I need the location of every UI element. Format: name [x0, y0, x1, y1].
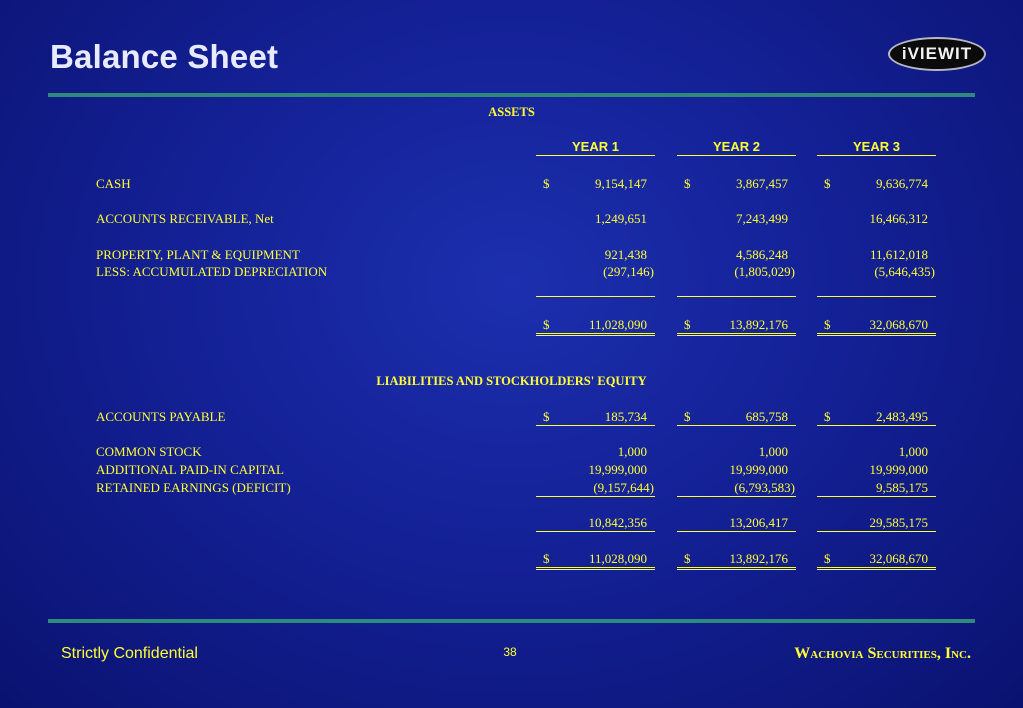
value: 11,028,090 [588, 551, 647, 566]
value: 9,585,175 [876, 480, 928, 495]
value: 19,999,000 [869, 462, 928, 477]
row-label-accounts-receivable: ACCOUNTS RECEIVABLE, Net [96, 211, 274, 226]
currency-symbol: $ [543, 176, 550, 191]
cash-year-1 [536, 176, 655, 192]
company-name: Wachovia Securities, Inc. [794, 645, 971, 662]
bottom-divider [48, 619, 975, 623]
apic-year-3 [817, 462, 936, 478]
row-label-common-stock: COMMON STOCK [96, 444, 202, 459]
ap-year-3 [817, 409, 936, 426]
value: 685,758 [745, 409, 788, 424]
value: 32,068,670 [869, 551, 928, 566]
value: (297,146) [603, 264, 654, 279]
value: (6,793,583) [734, 480, 795, 495]
total-assets-year-3 [817, 317, 936, 336]
year-3-header: YEAR 3 [817, 139, 936, 156]
total-liabilities-year-1 [536, 551, 655, 570]
value: 29,585,175 [869, 515, 928, 530]
currency-symbol: $ [684, 317, 691, 332]
currency-symbol: $ [684, 551, 691, 566]
currency-symbol: $ [543, 317, 550, 332]
row-label-retained-earnings: RETAINED EARNINGS (DEFICIT) [96, 480, 291, 495]
row-label-ppe: PROPERTY, PLANT & EQUIPMENT [96, 247, 300, 262]
value: 9,154,147 [595, 176, 647, 191]
ap-year-1 [536, 409, 655, 426]
value: 2,483,495 [876, 409, 928, 424]
dep-year-3 [817, 264, 936, 280]
apic-year-2 [677, 462, 796, 478]
total-assets-year-1 [536, 317, 655, 336]
value: 9,636,774 [876, 176, 928, 191]
row-label-apic: ADDITIONAL PAID-IN CAPITAL [96, 462, 284, 477]
currency-symbol: $ [684, 409, 691, 424]
apic-year-1 [536, 462, 655, 478]
page-number: 38 [503, 645, 517, 659]
value: 13,892,176 [729, 317, 788, 332]
value: 1,000 [617, 444, 647, 459]
subtotal-line [817, 296, 936, 297]
subtotal-line [536, 296, 655, 297]
row-label-accumulated-depreciation: LESS: ACCUMULATED DEPRECIATION [96, 264, 328, 279]
re-year-3 [817, 480, 936, 497]
value: 1,249,651 [595, 211, 647, 226]
equity-subtotal-year-2 [677, 515, 796, 532]
currency-symbol: $ [824, 551, 831, 566]
row-label-cash: CASH [96, 176, 131, 191]
row-label-accounts-payable: ACCOUNTS PAYABLE [96, 409, 226, 424]
ppe-year-1 [536, 247, 655, 263]
ppe-year-2 [677, 247, 796, 263]
currency-symbol: $ [824, 317, 831, 332]
assets-heading: ASSETS [488, 105, 535, 119]
iviewit-logo: iVIEWIT [888, 37, 986, 71]
value: (1,805,029) [734, 264, 795, 279]
ar-year-1 [536, 211, 655, 227]
currency-symbol: $ [824, 176, 831, 191]
re-year-2 [677, 480, 796, 497]
equity-subtotal-year-3 [817, 515, 936, 532]
value: (5,646,435) [874, 264, 935, 279]
cs-year-2 [677, 444, 796, 460]
value: 13,206,417 [729, 515, 788, 530]
value: 1,000 [758, 444, 788, 459]
page-title: Balance Sheet [50, 38, 279, 75]
value: 3,867,457 [736, 176, 788, 191]
value: 7,243,499 [736, 211, 788, 226]
value: 13,892,176 [729, 551, 788, 566]
cs-year-1 [536, 444, 655, 460]
re-year-1 [536, 480, 655, 497]
currency-symbol: $ [543, 409, 550, 424]
value: 185,734 [604, 409, 647, 424]
value: 19,999,000 [588, 462, 647, 477]
liabilities-heading: LIABILITIES AND STOCKHOLDERS' EQUITY [376, 374, 647, 388]
total-liabilities-year-3 [817, 551, 936, 570]
total-liabilities-year-2 [677, 551, 796, 570]
equity-subtotal-year-1 [536, 515, 655, 532]
value: 19,999,000 [729, 462, 788, 477]
value: 4,586,248 [736, 247, 788, 262]
dep-year-2 [677, 264, 796, 280]
total-assets-year-2 [677, 317, 796, 336]
dep-year-1 [536, 264, 655, 280]
cash-year-3 [817, 176, 936, 192]
confidential-label: Strictly Confidential [61, 645, 198, 662]
top-divider [48, 93, 975, 97]
value: 32,068,670 [869, 317, 928, 332]
ppe-year-3 [817, 247, 936, 263]
value: 1,000 [898, 444, 928, 459]
cash-year-2 [677, 176, 796, 192]
currency-symbol: $ [543, 551, 550, 566]
ar-year-2 [677, 211, 796, 227]
ar-year-3 [817, 211, 936, 227]
currency-symbol: $ [684, 176, 691, 191]
cs-year-3 [817, 444, 936, 460]
subtotal-line [677, 296, 796, 297]
value: (9,157,644) [593, 480, 654, 495]
value: 921,438 [604, 247, 647, 262]
value: 10,842,356 [588, 515, 647, 530]
year-2-header: YEAR 2 [677, 139, 796, 156]
value: 11,028,090 [588, 317, 647, 332]
year-1-header: YEAR 1 [536, 139, 655, 156]
ap-year-2 [677, 409, 796, 426]
value: 11,612,018 [869, 247, 928, 262]
value: 16,466,312 [869, 211, 928, 226]
currency-symbol: $ [824, 409, 831, 424]
